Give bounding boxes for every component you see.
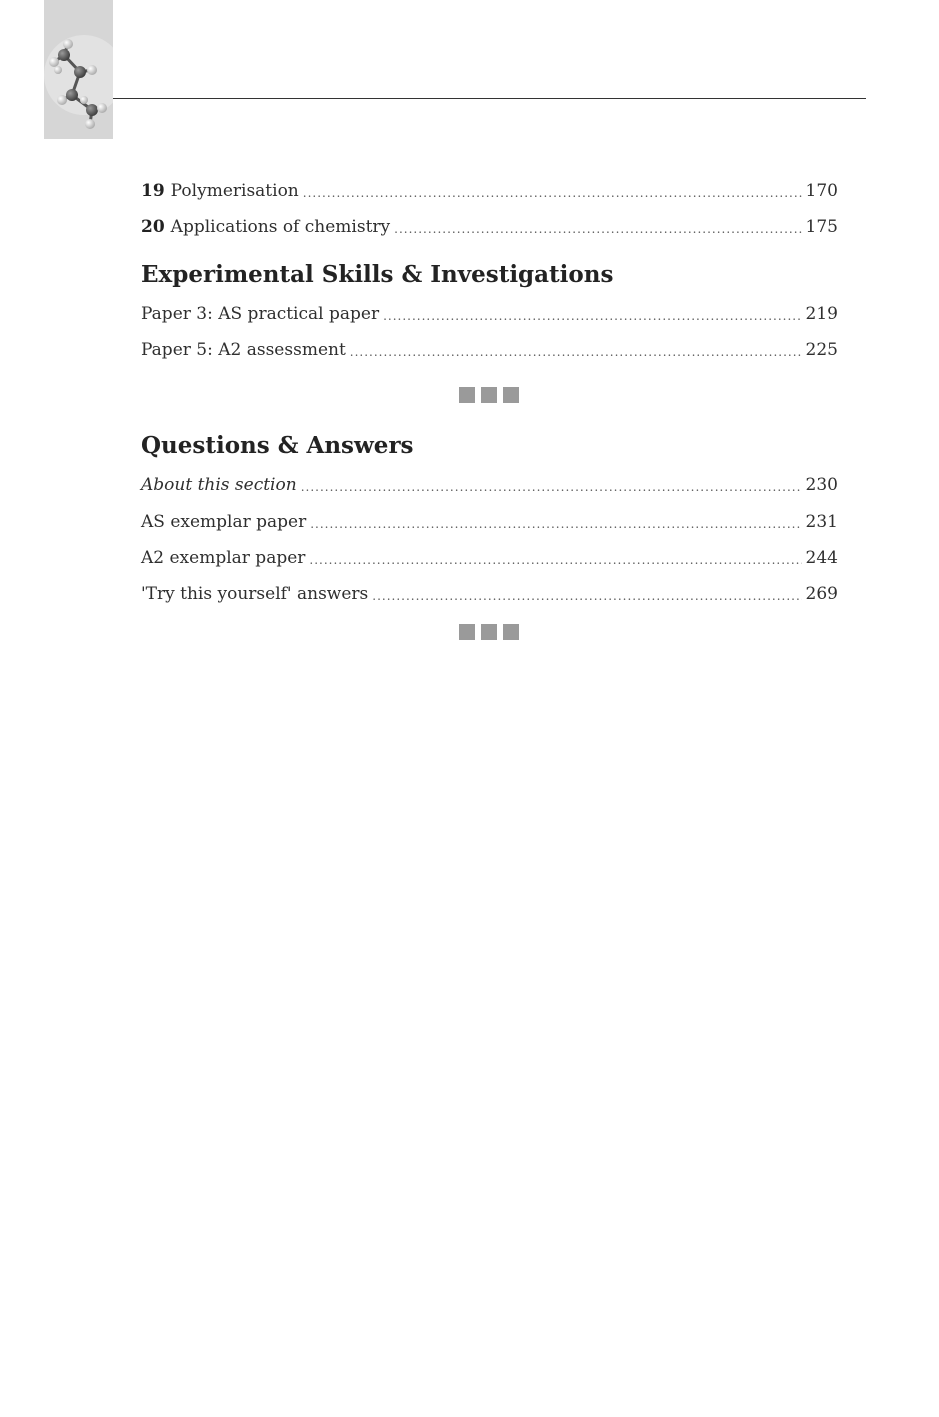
chapter-title: Applications of chemistry: [170, 217, 391, 237]
entry-title: 'Try this yourself' answers: [141, 584, 369, 604]
divider-square: [459, 387, 475, 403]
dot-leader: [372, 587, 801, 605]
chapter-number: 20: [141, 217, 165, 237]
dot-leader: [310, 515, 801, 533]
toc-entry-paper-5[interactable]: [141, 335, 838, 361]
chapter-title: Polymerisation: [170, 181, 299, 201]
toc-entry-chapter-20[interactable]: [141, 212, 838, 238]
page-number: 170: [805, 181, 838, 201]
header-rule: [113, 98, 866, 99]
page-number: 219: [805, 304, 838, 324]
toc-entry-chapter-19[interactable]: [141, 176, 838, 202]
dot-leader: [309, 551, 801, 569]
toc-entry-a2-exemplar[interactable]: [141, 543, 838, 569]
section-heading-experimental-skills: Experimental Skills & Investigations: [141, 261, 614, 288]
toc-entry-about-section[interactable]: [141, 470, 838, 496]
divider-square: [481, 387, 497, 403]
page-number: 269: [805, 584, 838, 604]
divider-square: [481, 624, 497, 640]
page-number: 231: [805, 512, 838, 532]
entry-title: Paper 5: A2 assessment: [141, 340, 346, 360]
entry-title: About this section: [141, 475, 297, 495]
molecule-decoration: [44, 0, 113, 139]
dot-leader: [303, 184, 802, 202]
section-heading-questions-answers: Questions & Answers: [141, 432, 414, 459]
entry-title: Paper 3: AS practical paper: [141, 304, 380, 324]
toc-entry-label: [141, 216, 390, 238]
dot-leader: [301, 478, 802, 496]
page-number: 244: [805, 548, 838, 568]
toc-entry-label: [141, 180, 299, 202]
page-number: 225: [805, 340, 838, 360]
dot-leader: [383, 307, 801, 325]
toc-entry-as-exemplar[interactable]: [141, 507, 838, 533]
toc-entry-try-this-yourself[interactable]: [141, 579, 838, 605]
page-number: 175: [805, 217, 838, 237]
section-divider: [459, 624, 521, 640]
dot-leader: [350, 343, 802, 361]
divider-square: [503, 624, 519, 640]
chapter-number: 19: [141, 181, 165, 201]
entry-title: A2 exemplar paper: [141, 548, 306, 568]
entry-title: AS exemplar paper: [141, 512, 307, 532]
divider-square: [459, 624, 475, 640]
dot-leader: [394, 220, 801, 238]
toc-entry-paper-3[interactable]: [141, 299, 838, 325]
divider-square: [503, 387, 519, 403]
section-divider: [459, 387, 521, 403]
page-number: 230: [805, 475, 838, 495]
